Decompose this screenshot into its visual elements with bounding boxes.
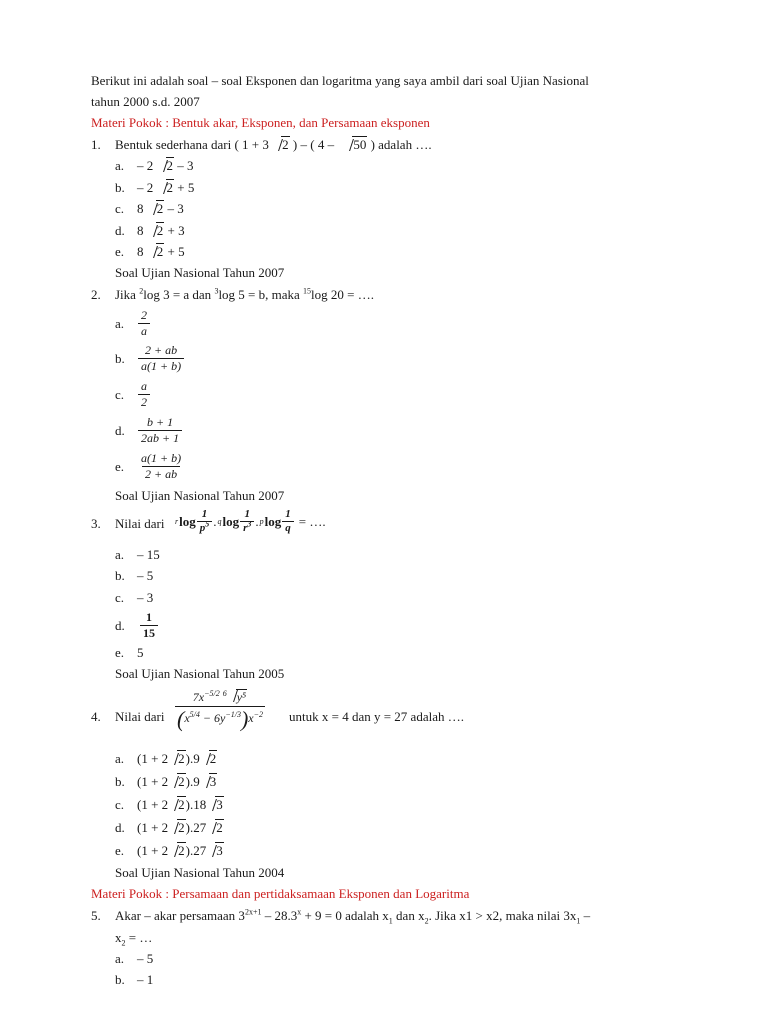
sqrt-symbol: 2 <box>168 774 186 790</box>
sqrt-symbol: 2 <box>168 751 186 767</box>
question-source: Soal Ujian Nasional Tahun 2007 <box>115 265 285 280</box>
question-4-suffix: untuk x = 4 dan y = 27 adalah …. <box>289 709 464 724</box>
sqrt-symbol: 50 <box>343 137 367 153</box>
intro-line-1: Berikut ini adalah soal – soal Eksponen dan logaritma yang saya ambil dari soal Ujian Nasional <box>91 73 589 88</box>
question-2 <box>91 286 374 303</box>
question-5-line-2: $x_2$ = … <box>115 930 153 948</box>
fraction: $\frac{1}{15}$ <box>140 610 158 641</box>
question-number: 4. <box>91 709 101 724</box>
question-1-text: Bentuk sederhana dari ( 1 + 3 2 ) – ( 4 – 50 ) adalah …. <box>115 137 432 152</box>
sqrt-symbol: 2 <box>147 223 165 239</box>
section-heading-2: Materi Pokok : Persamaan dan pertidaksamaan Eksponen dan Logaritma <box>91 886 470 901</box>
question-number: 3. <box>91 516 101 531</box>
question-source: Soal Ujian Nasional Tahun 2004 <box>115 865 285 880</box>
fraction-numerator: $7x^{-5/2}$ $^6$ y⁵ <box>192 689 247 704</box>
fraction: $\frac{2 + ab}{a(1 + b)}$ <box>138 343 184 374</box>
sqrt-symbol: 2 <box>168 820 186 836</box>
sqrt-symbol: 2 <box>206 820 224 836</box>
question-2-text: Jika $^2$log 3 = a dan $^3$log 5 = b, maka $^{15}$log 20 = …. <box>115 286 374 302</box>
sqrt-symbol: 3 <box>206 843 224 859</box>
sqrt-symbol: 2 <box>157 158 175 174</box>
fraction: $\frac{2}{a}$ <box>138 308 150 339</box>
fraction: $\frac{a}{2}$ <box>138 379 150 410</box>
option-row: b. $\frac{2 + ab}{a(1 + b)}$ <box>0 343 768 375</box>
question-source: Soal Ujian Nasional Tahun 2005 <box>115 666 285 681</box>
sqrt-symbol: 3 <box>200 774 218 790</box>
question-number: 2. <box>91 287 101 302</box>
log-expression: r log $\frac{1}{p^5}$ . q log $\frac{1}{r^3}$ . p log $\frac{1}{q}$ = …. <box>175 508 326 534</box>
option-row: e. $\frac{a(1 + b)}{2 + ab}$ <box>0 451 768 483</box>
question-5-text: Akar – akar persamaan $3^{2x+1} - 28.3^x + 9 = 0$ adalah $x_1$ dan $x_2$. Jika x1 > x2, maka nilai $3x_1$ – <box>115 907 591 926</box>
fraction: $\frac{a(1 + b)}{2 + ab}$ <box>141 451 182 481</box>
question-3 <box>91 508 731 542</box>
question-5 <box>91 907 591 926</box>
question-source: Soal Ujian Nasional Tahun 2007 <box>115 488 285 503</box>
question-1 <box>91 137 432 153</box>
question-4-prefix: Nilai dari <box>115 709 165 724</box>
sqrt-symbol: 2 <box>272 137 290 153</box>
sqrt-symbol: 3 <box>206 797 224 813</box>
sqrt-symbol: 2 <box>200 751 218 767</box>
sqrt-symbol: 2 <box>147 244 165 260</box>
intro-line-2: tahun 2000 s.d. 2007 <box>91 94 200 109</box>
option-row: a. $\frac{2}{a}$ <box>0 308 768 340</box>
sqrt-symbol: 2 <box>157 180 175 196</box>
sqrt-symbol: 2 <box>147 201 165 217</box>
fraction <box>175 688 265 730</box>
fraction: $\frac{b + 1}{2ab + 1}$ <box>138 415 182 446</box>
sqrt-symbol: 2 <box>168 797 186 813</box>
question-number: 1. <box>91 137 101 152</box>
question-3-prefix: Nilai dari <box>115 516 165 531</box>
option-row: d. $\frac{b + 1}{2ab + 1}$ <box>0 415 768 447</box>
section-heading-1: Materi Pokok : Bentuk akar, Eksponen, dan Persamaan eksponen <box>91 115 430 130</box>
question-number: 5. <box>91 908 101 923</box>
option-row: d. $\frac{1}{15}$ <box>0 610 768 642</box>
question-4 <box>91 688 731 744</box>
fraction-denominator: $(x^{5/4} - 6y^{-1/3})x^{-2}$ <box>177 706 264 732</box>
sqrt-symbol: 2 <box>168 843 186 859</box>
option-row: c. $\frac{a}{2}$ <box>0 379 768 411</box>
